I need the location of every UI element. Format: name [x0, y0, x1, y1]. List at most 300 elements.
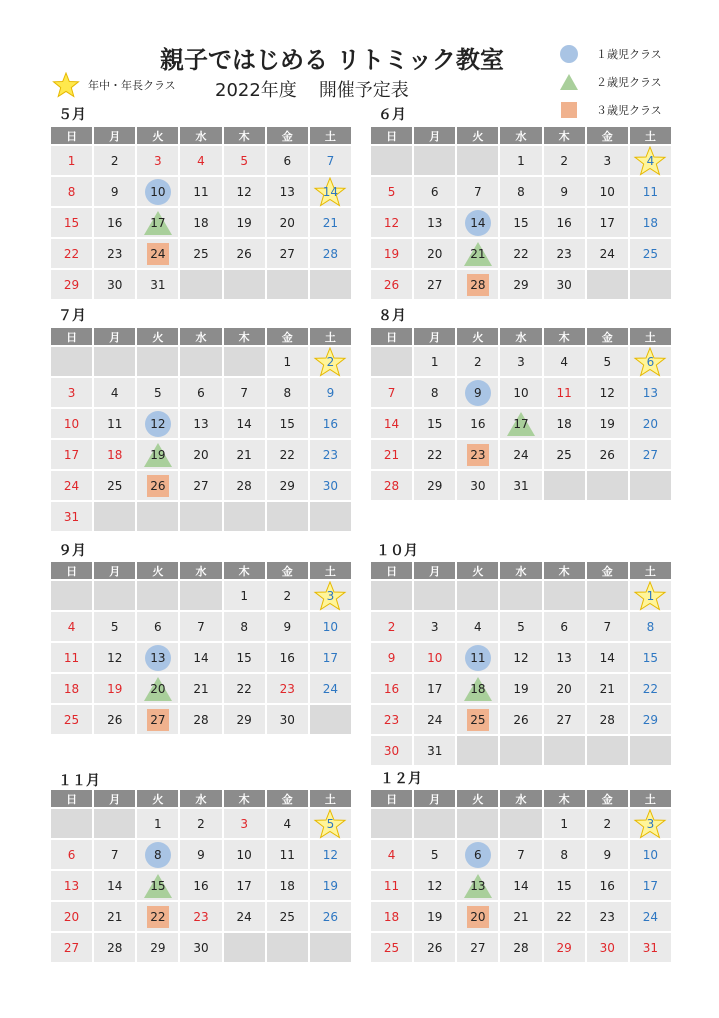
- weekday-cell: 金: [587, 562, 628, 579]
- day-number: 20: [427, 246, 443, 261]
- day-number: 1: [240, 588, 248, 603]
- day-cell: [224, 208, 265, 237]
- day-number: 15: [236, 650, 252, 665]
- weekday-cell: 日: [371, 127, 412, 144]
- empty-cell: [371, 809, 412, 838]
- day-cell: [587, 840, 628, 869]
- legend-label: ２歳児クラス: [596, 76, 662, 89]
- day-cell: [587, 612, 628, 641]
- day-number: 9: [283, 619, 292, 634]
- day-number: 24: [599, 246, 615, 261]
- day-number: 5: [603, 354, 612, 369]
- day-cell: [267, 840, 308, 869]
- day-number: 6: [154, 619, 162, 634]
- day-cell: [310, 239, 351, 268]
- weekday-cell: 土: [310, 562, 351, 579]
- day-number: 14: [383, 416, 400, 431]
- day-cell: [137, 840, 178, 869]
- day-number: 18: [63, 681, 80, 696]
- day-cell: [51, 146, 92, 175]
- day-number: 14: [599, 650, 615, 665]
- day-cell: [310, 902, 351, 931]
- empty-cell: [224, 933, 265, 962]
- day-number: 29: [150, 940, 166, 955]
- day-number: 11: [470, 650, 486, 665]
- day-cell: [457, 471, 498, 500]
- day-number: 12: [599, 385, 615, 400]
- day-cell: [137, 933, 178, 962]
- day-number: 19: [383, 246, 400, 261]
- day-number: 4: [646, 153, 655, 168]
- day-number: 22: [513, 246, 529, 261]
- day-cell: [51, 705, 92, 734]
- empty-cell: [180, 270, 221, 299]
- empty-cell: [51, 347, 92, 376]
- day-cell: [94, 270, 135, 299]
- day-cell: [500, 239, 541, 268]
- empty-cell: [267, 502, 308, 531]
- day-cell: [310, 840, 351, 869]
- day-number: 16: [383, 681, 400, 696]
- day-cell: [267, 239, 308, 268]
- week-row: [51, 705, 351, 734]
- day-number: 25: [556, 447, 572, 462]
- day-cell: [630, 809, 671, 838]
- day-cell: [630, 643, 671, 672]
- day-number: 15: [279, 416, 295, 431]
- weekday-cell: 土: [630, 328, 671, 345]
- day-cell: [414, 409, 455, 438]
- calendar-may: [49, 125, 353, 301]
- day-cell: [224, 378, 265, 407]
- weekday-cell: 日: [51, 328, 92, 345]
- day-number: 29: [236, 712, 252, 727]
- weekday-cell: 火: [137, 127, 178, 144]
- day-number: 15: [150, 878, 166, 893]
- empty-cell: [457, 581, 498, 610]
- day-number: 3: [603, 153, 612, 168]
- day-number: 28: [322, 246, 339, 261]
- day-cell: [587, 871, 628, 900]
- day-number: 18: [193, 215, 209, 230]
- day-number: 1: [67, 153, 76, 168]
- day-number: 21: [193, 681, 209, 696]
- day-cell: [94, 409, 135, 438]
- day-cell: [587, 146, 628, 175]
- day-number: 28: [470, 277, 486, 292]
- circle-icon: [559, 44, 579, 64]
- day-number: 8: [517, 184, 525, 199]
- empty-cell: [224, 502, 265, 531]
- day-number: 6: [283, 153, 292, 168]
- day-number: 11: [107, 416, 123, 431]
- day-cell: [51, 471, 92, 500]
- day-number: 19: [236, 215, 252, 230]
- day-cell: [414, 902, 455, 931]
- day-cell: [457, 705, 498, 734]
- day-number: 3: [240, 816, 248, 831]
- day-cell: [414, 440, 455, 469]
- weekday-cell: 水: [180, 127, 221, 144]
- day-number: 14: [107, 878, 123, 893]
- day-number: 30: [383, 743, 400, 758]
- day-number: 27: [556, 712, 572, 727]
- day-number: 13: [279, 184, 295, 199]
- empty-cell: [630, 471, 671, 500]
- day-number: 23: [193, 909, 209, 924]
- weekday-cell: 月: [94, 790, 135, 807]
- class-legend: [556, 40, 662, 124]
- day-cell: [94, 643, 135, 672]
- weekday-cell: 金: [267, 127, 308, 144]
- empty-cell: [587, 736, 628, 765]
- day-cell: [500, 471, 541, 500]
- day-cell: [94, 471, 135, 500]
- day-number: 10: [322, 619, 339, 634]
- day-number: 24: [63, 478, 80, 493]
- day-cell: [180, 809, 221, 838]
- day-cell: [180, 146, 221, 175]
- empty-cell: [180, 581, 221, 610]
- day-number: 22: [150, 909, 166, 924]
- day-cell: [544, 840, 585, 869]
- calendar-jul: [49, 326, 353, 533]
- day-number: 30: [599, 940, 615, 955]
- day-cell: [371, 643, 412, 672]
- day-cell: [137, 871, 178, 900]
- day-cell: [310, 581, 351, 610]
- day-cell: [371, 471, 412, 500]
- day-number: 11: [63, 650, 80, 665]
- day-number: 7: [387, 385, 396, 400]
- day-cell: [51, 502, 92, 531]
- week-row: [371, 809, 671, 838]
- day-number: 17: [642, 878, 659, 893]
- weekday-cell: 火: [457, 790, 498, 807]
- day-cell: [224, 643, 265, 672]
- day-number: 1: [560, 816, 568, 831]
- week-row: [371, 581, 671, 610]
- day-cell: [310, 440, 351, 469]
- day-cell: [51, 902, 92, 931]
- day-cell: [371, 612, 412, 641]
- day-number: 4: [387, 847, 396, 862]
- day-cell: [500, 840, 541, 869]
- day-number: 24: [236, 909, 252, 924]
- day-number: 14: [193, 650, 209, 665]
- day-cell: [310, 643, 351, 672]
- kinder-legend: [52, 72, 176, 98]
- week-row: [371, 674, 671, 703]
- day-cell: [310, 409, 351, 438]
- day-cell: [371, 270, 412, 299]
- day-cell: [544, 378, 585, 407]
- day-cell: [414, 208, 455, 237]
- weekday-header: [371, 127, 671, 144]
- weekday-cell: 火: [457, 127, 498, 144]
- day-cell: [457, 643, 498, 672]
- day-cell: [457, 612, 498, 641]
- day-cell: [224, 871, 265, 900]
- empty-cell: [414, 581, 455, 610]
- day-number: 11: [193, 184, 209, 199]
- day-cell: [180, 902, 221, 931]
- day-cell: [630, 933, 671, 962]
- day-number: 5: [154, 385, 162, 400]
- day-number: 23: [279, 681, 295, 696]
- day-number: 10: [642, 847, 659, 862]
- day-number: 26: [599, 447, 615, 462]
- day-cell: [544, 146, 585, 175]
- day-number: 26: [427, 940, 443, 955]
- day-cell: [457, 840, 498, 869]
- day-cell: [544, 270, 585, 299]
- day-cell: [414, 736, 455, 765]
- day-cell: [137, 902, 178, 931]
- day-number: 4: [110, 385, 119, 400]
- day-number: 24: [150, 246, 166, 261]
- empty-cell: [414, 146, 455, 175]
- day-number: 31: [513, 478, 529, 493]
- week-row: [51, 409, 351, 438]
- day-cell: [180, 409, 221, 438]
- day-cell: [310, 871, 351, 900]
- day-number: 6: [474, 847, 482, 862]
- day-cell: [267, 809, 308, 838]
- day-cell: [371, 705, 412, 734]
- day-number: 23: [556, 246, 572, 261]
- empty-cell: [500, 581, 541, 610]
- empty-cell: [137, 581, 178, 610]
- day-number: 7: [474, 184, 482, 199]
- weekday-cell: 月: [94, 562, 135, 579]
- day-number: 3: [154, 153, 162, 168]
- day-number: 10: [513, 385, 529, 400]
- empty-cell: [630, 270, 671, 299]
- day-cell: [180, 705, 221, 734]
- legend-item-1yr: [556, 40, 662, 68]
- day-cell: [630, 146, 671, 175]
- day-cell: [630, 705, 671, 734]
- day-cell: [457, 871, 498, 900]
- day-cell: [310, 146, 351, 175]
- day-number: 17: [599, 215, 615, 230]
- day-cell: [457, 270, 498, 299]
- day-number: 7: [197, 619, 205, 634]
- day-cell: [544, 409, 585, 438]
- weekday-cell: 月: [414, 790, 455, 807]
- month-label-may: ５月: [58, 107, 86, 123]
- weekday-header: [371, 790, 671, 807]
- week-row: [371, 208, 671, 237]
- day-cell: [414, 347, 455, 376]
- day-number: 16: [279, 650, 295, 665]
- day-cell: [137, 177, 178, 206]
- day-cell: [51, 378, 92, 407]
- calendar-sep: [49, 560, 353, 736]
- empty-cell: [224, 347, 265, 376]
- weekday-cell: 水: [180, 562, 221, 579]
- weekday-cell: 土: [310, 328, 351, 345]
- weekday-cell: 土: [310, 127, 351, 144]
- day-cell: [224, 239, 265, 268]
- week-row: [371, 347, 671, 376]
- day-number: 11: [556, 385, 572, 400]
- day-cell: [267, 705, 308, 734]
- legend-label: １歳児クラス: [596, 48, 662, 61]
- day-number: 31: [150, 277, 166, 292]
- day-cell: [310, 177, 351, 206]
- day-number: 6: [197, 385, 205, 400]
- day-cell: [500, 612, 541, 641]
- day-cell: [224, 674, 265, 703]
- day-number: 29: [642, 712, 659, 727]
- day-number: 7: [517, 847, 525, 862]
- day-number: 20: [470, 909, 486, 924]
- day-number: 14: [322, 184, 339, 199]
- day-cell: [224, 440, 265, 469]
- month-label-aug: ８月: [378, 308, 406, 324]
- day-number: 9: [603, 847, 612, 862]
- day-number: 19: [107, 681, 123, 696]
- week-row: [371, 871, 671, 900]
- day-cell: [224, 840, 265, 869]
- day-number: 9: [474, 385, 482, 400]
- day-number: 18: [279, 878, 295, 893]
- day-cell: [267, 581, 308, 610]
- day-cell: [371, 239, 412, 268]
- day-number: 17: [63, 447, 80, 462]
- weekday-cell: 日: [51, 790, 92, 807]
- day-number: 28: [193, 712, 209, 727]
- day-cell: [500, 643, 541, 672]
- day-cell: [500, 674, 541, 703]
- day-number: 29: [513, 277, 529, 292]
- month-label-sep: ９月: [58, 543, 86, 559]
- day-number: 22: [236, 681, 252, 696]
- empty-cell: [371, 581, 412, 610]
- day-number: 10: [599, 184, 615, 199]
- day-number: 2: [110, 153, 119, 168]
- day-number: 29: [279, 478, 295, 493]
- day-number: 4: [67, 619, 76, 634]
- week-row: [371, 177, 671, 206]
- day-number: 24: [427, 712, 443, 727]
- day-cell: [371, 208, 412, 237]
- day-number: 27: [642, 447, 659, 462]
- day-cell: [500, 347, 541, 376]
- week-row: [371, 840, 671, 869]
- day-cell: [587, 440, 628, 469]
- day-cell: [587, 177, 628, 206]
- legend-label: ３歳児クラス: [596, 104, 662, 117]
- weekday-cell: 木: [224, 790, 265, 807]
- day-cell: [371, 378, 412, 407]
- day-cell: [180, 643, 221, 672]
- day-number: 29: [63, 277, 80, 292]
- day-cell: [94, 208, 135, 237]
- weekday-cell: 火: [137, 328, 178, 345]
- day-number: 20: [279, 215, 295, 230]
- weekday-cell: 木: [224, 127, 265, 144]
- day-number: 10: [150, 184, 166, 199]
- day-cell: [137, 612, 178, 641]
- day-cell: [414, 177, 455, 206]
- day-number: 2: [603, 816, 612, 831]
- day-cell: [500, 902, 541, 931]
- day-number: 9: [387, 650, 396, 665]
- day-cell: [267, 440, 308, 469]
- day-number: 12: [513, 650, 529, 665]
- day-cell: [630, 208, 671, 237]
- week-row: [51, 809, 351, 838]
- day-cell: [94, 705, 135, 734]
- empty-cell: [544, 736, 585, 765]
- day-cell: [587, 378, 628, 407]
- weekday-cell: 火: [457, 328, 498, 345]
- day-number: 16: [193, 878, 209, 893]
- day-cell: [371, 409, 412, 438]
- day-number: 12: [107, 650, 123, 665]
- week-row: [371, 409, 671, 438]
- empty-cell: [457, 809, 498, 838]
- day-cell: [544, 674, 585, 703]
- calendar-jun: [369, 125, 673, 301]
- day-cell: [51, 270, 92, 299]
- day-number: 3: [517, 354, 525, 369]
- empty-cell: [310, 933, 351, 962]
- day-number: 8: [430, 385, 439, 400]
- week-row: [371, 612, 671, 641]
- weekday-header: [371, 328, 671, 345]
- day-number: 19: [322, 878, 339, 893]
- day-cell: [630, 409, 671, 438]
- day-number: 12: [322, 847, 339, 862]
- weekday-cell: 金: [587, 127, 628, 144]
- day-cell: [224, 809, 265, 838]
- day-cell: [180, 840, 221, 869]
- day-cell: [587, 674, 628, 703]
- week-row: [371, 705, 671, 734]
- day-number: 11: [642, 184, 659, 199]
- day-cell: [180, 933, 221, 962]
- day-number: 2: [283, 588, 292, 603]
- day-cell: [310, 378, 351, 407]
- week-row: [371, 933, 671, 962]
- day-cell: [224, 177, 265, 206]
- day-number: 10: [427, 650, 443, 665]
- empty-cell: [267, 933, 308, 962]
- day-number: 1: [646, 588, 655, 603]
- day-number: 15: [513, 215, 529, 230]
- day-cell: [310, 612, 351, 641]
- day-number: 25: [63, 712, 80, 727]
- day-cell: [500, 409, 541, 438]
- day-cell: [180, 378, 221, 407]
- empty-cell: [310, 705, 351, 734]
- day-number: 12: [427, 878, 443, 893]
- day-number: 27: [427, 277, 443, 292]
- day-number: 16: [107, 215, 123, 230]
- weekday-cell: 火: [137, 562, 178, 579]
- day-cell: [137, 809, 178, 838]
- subtitle: [215, 76, 409, 102]
- day-cell: [137, 146, 178, 175]
- weekday-cell: 月: [94, 328, 135, 345]
- day-number: 13: [556, 650, 572, 665]
- month-label-jul: ７月: [58, 308, 86, 324]
- day-cell: [267, 177, 308, 206]
